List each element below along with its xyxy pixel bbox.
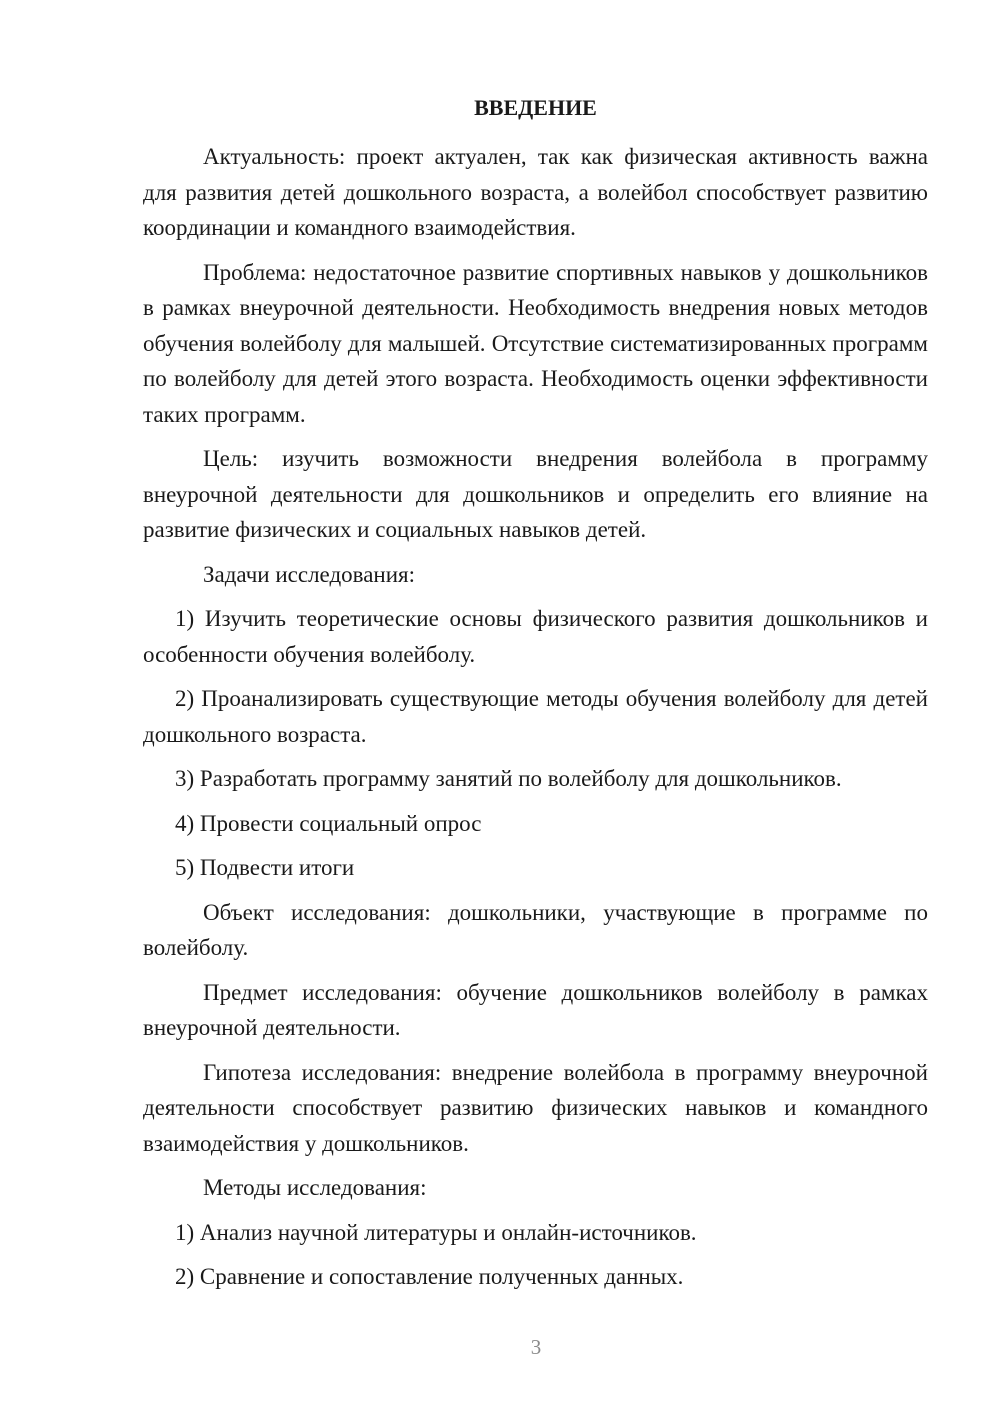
- task-item-5: 5) Подвести итоги: [175, 855, 355, 880]
- task-item-1: 1) Изучить теоретические основы физического развития дошкольников и особенности обучения волейболу.: [143, 606, 928, 667]
- hypothesis-paragraph: Гипотеза исследования: внедрение волейбола в программу внеурочной деятельности способствует развитию физических навыков и командного взаимодействия у дошкольников.: [143, 1059, 928, 1156]
- method-item-2: 2) Сравнение и сопоставление полученных данных.: [175, 1264, 684, 1289]
- task-item-4: 4) Провести социальный опрос: [175, 810, 482, 836]
- relevance-paragraph: Актуальность: проект актуален, так как физическая активность важна для развития детей дошкольного возраста, а волейбол способствует развитию координации и командного взаимодействия.: [143, 144, 928, 240]
- subject-paragraph: Предмет исследования: обучение дошкольников волейболу в рамках внеурочной деятельности.: [143, 979, 928, 1040]
- object-paragraph: Объект исследования: дошкольники, участвующие в программе по волейболу.: [143, 899, 928, 960]
- methods-title: Методы исследования:: [203, 1175, 427, 1200]
- method-item-1: 1) Анализ научной литературы и онлайн-источников.: [175, 1219, 697, 1245]
- tasks-title: Задачи исследования:: [203, 561, 416, 587]
- task-item-2: 2) Проанализировать существующие методы обучения волейболу для детей дошкольного возраста.: [143, 686, 928, 747]
- document-body: [143, 92, 928, 1304]
- goal-paragraph: Цель: изучить возможности внедрения волейбола в программу внеурочной деятельности для дошкольников и определить его влияние на развитие физических и социальных навыков детей.: [143, 446, 928, 542]
- problem-paragraph: Проблема: недостаточное развитие спортивных навыков у дошкольников в рамках внеурочной деятельности. Необходимость внедрения новых методов обучения волейболу для малышей. Отсутствие систематизированных программ по волейболу для детей этого возраста. Необходимость оценки эффективности таких программ.: [143, 259, 928, 427]
- page-number: 3: [530, 1335, 542, 1359]
- page-title: ВВЕДЕНИЕ: [474, 95, 597, 120]
- task-item-3: 3) Разработать программу занятий по волейболу для дошкольников.: [175, 766, 842, 791]
